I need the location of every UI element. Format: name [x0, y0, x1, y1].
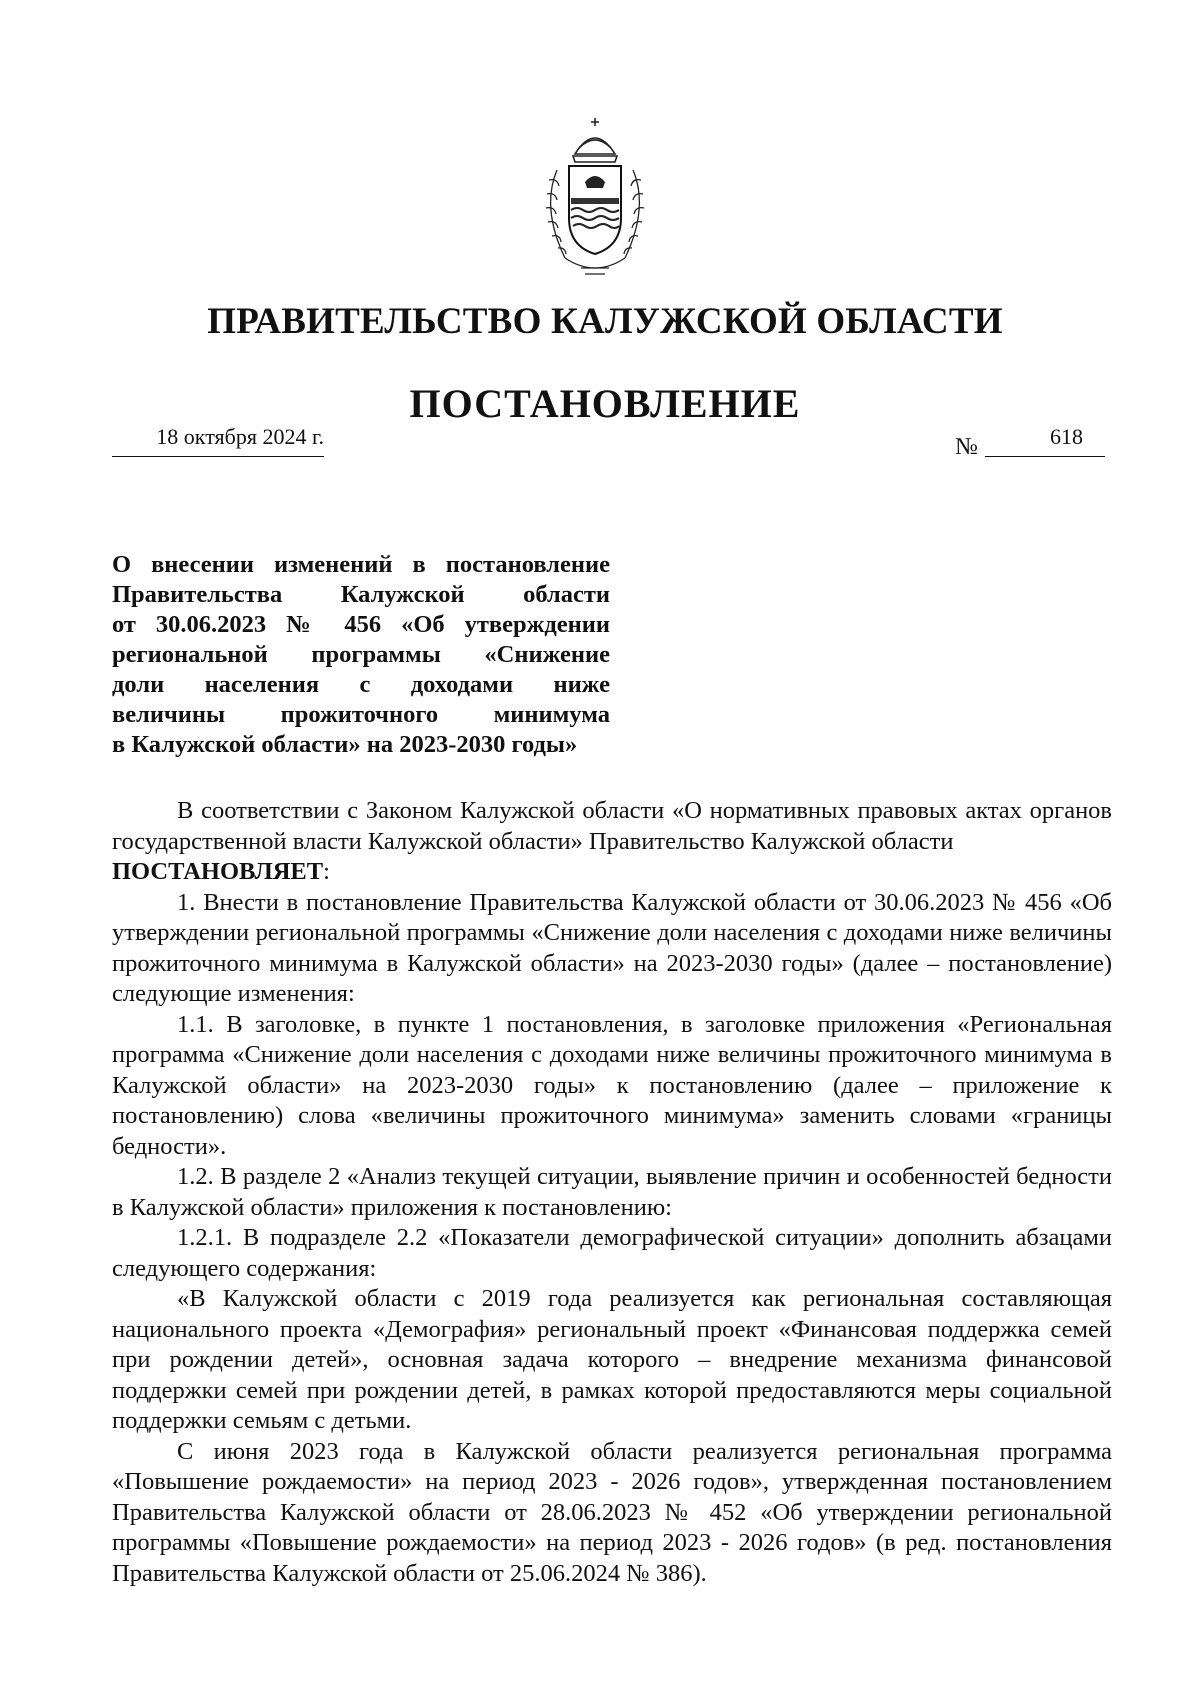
body-paragraph: «В Калужской области с 2019 года реализуется как региональная составляющая национального проекта «Демография» региональный проект «Финансовая поддержка семей при рождении детей», основная задача которого – внедрение механизма финансовой поддержки семей при рождении детей, в рамках которой предоставляются меры социальной поддержки семьям с детьми. [112, 1285, 1112, 1434]
document-type-title: ПОСТАНОВЛЕНИЕ [409, 381, 801, 426]
body-paragraph: 1.2. В разделе 2 «Анализ текущей ситуации, выявление причин и особенностей бедности в Калужской области» приложения к постановлению: [112, 1163, 1112, 1221]
body-paragraph: 1. Внести в постановление Правительства Калужской области от 30.06.2023 № 456 «Об утверждении региональной программы «Снижение доли населения с доходами ниже величины прожиточного минимума в Калужской области» на 2023-2030 годы» (далее – постановление) следующие изменения: [112, 888, 1112, 1007]
decree-line [112, 857, 1112, 888]
body-paragraph: 1.2.1. В подразделе 2.2 «Показатели демографической ситуации» дополнить абзацами следующего содержания: [112, 1224, 1112, 1282]
subject-line: величины прожиточного минимума [112, 701, 610, 728]
subject-line: в Калужской области» на 2023-2030 годы» [112, 731, 578, 758]
subject-line: региональной программы «Снижение [112, 641, 610, 668]
subject-line: от 30.06.2023 № 456 «Об утверждении [112, 611, 610, 638]
number-underline [985, 456, 1105, 457]
preamble-paragraph: В соответствии с Законом Калужской области «О нормативных правовых актах органов государственной власти Калужской области» Правительство Калужской области [112, 797, 1112, 855]
decree-colon: : [323, 858, 330, 885]
subject-line: О внесении изменений в постановление [112, 551, 610, 578]
subject-line: доли населения с доходами ниже [112, 671, 610, 698]
body-paragraph: С июня 2023 года в Калужской области реализуется региональная программа «Повышение рождаемости» на период 2023 - 2026 годов», утвержденная постановлением Правительства Калужской области от 28.06.2023 № 452 «Об утверждении региональной программы «Повышение рождаемости» на период 2023 - 2026 годов» (в ред. постановления Правительства Калужской области от 25.06.2024 № 386). [112, 1437, 1112, 1587]
document-date: 18 октября 2024 г. [156, 424, 324, 449]
coat-of-arms-icon [535, 118, 655, 278]
body-paragraph: 1.1. В заголовке, в пункте 1 постановления, в заголовке приложения «Региональная программа «Снижение доли населения с доходами ниже величины прожиточного минимума в Калужской области» на 2023-2030 годы» к постановлению (далее – приложение к постановлению) слова «величины прожиточного минимума» заменить словами «границы бедности». [112, 1010, 1112, 1160]
document-subject [112, 550, 610, 760]
document-body [112, 796, 1112, 1589]
document-number: 618 [1050, 424, 1083, 449]
subject-line: Правительства Калужской области [112, 581, 610, 608]
decree-word: ПОСТАНОВЛЯЕТ [112, 858, 324, 885]
number-label: № [955, 434, 978, 460]
organization-title: ПРАВИТЕЛЬСТВО КАЛУЖСКОЙ ОБЛАСТИ [207, 301, 1003, 342]
date-underline [112, 456, 324, 457]
